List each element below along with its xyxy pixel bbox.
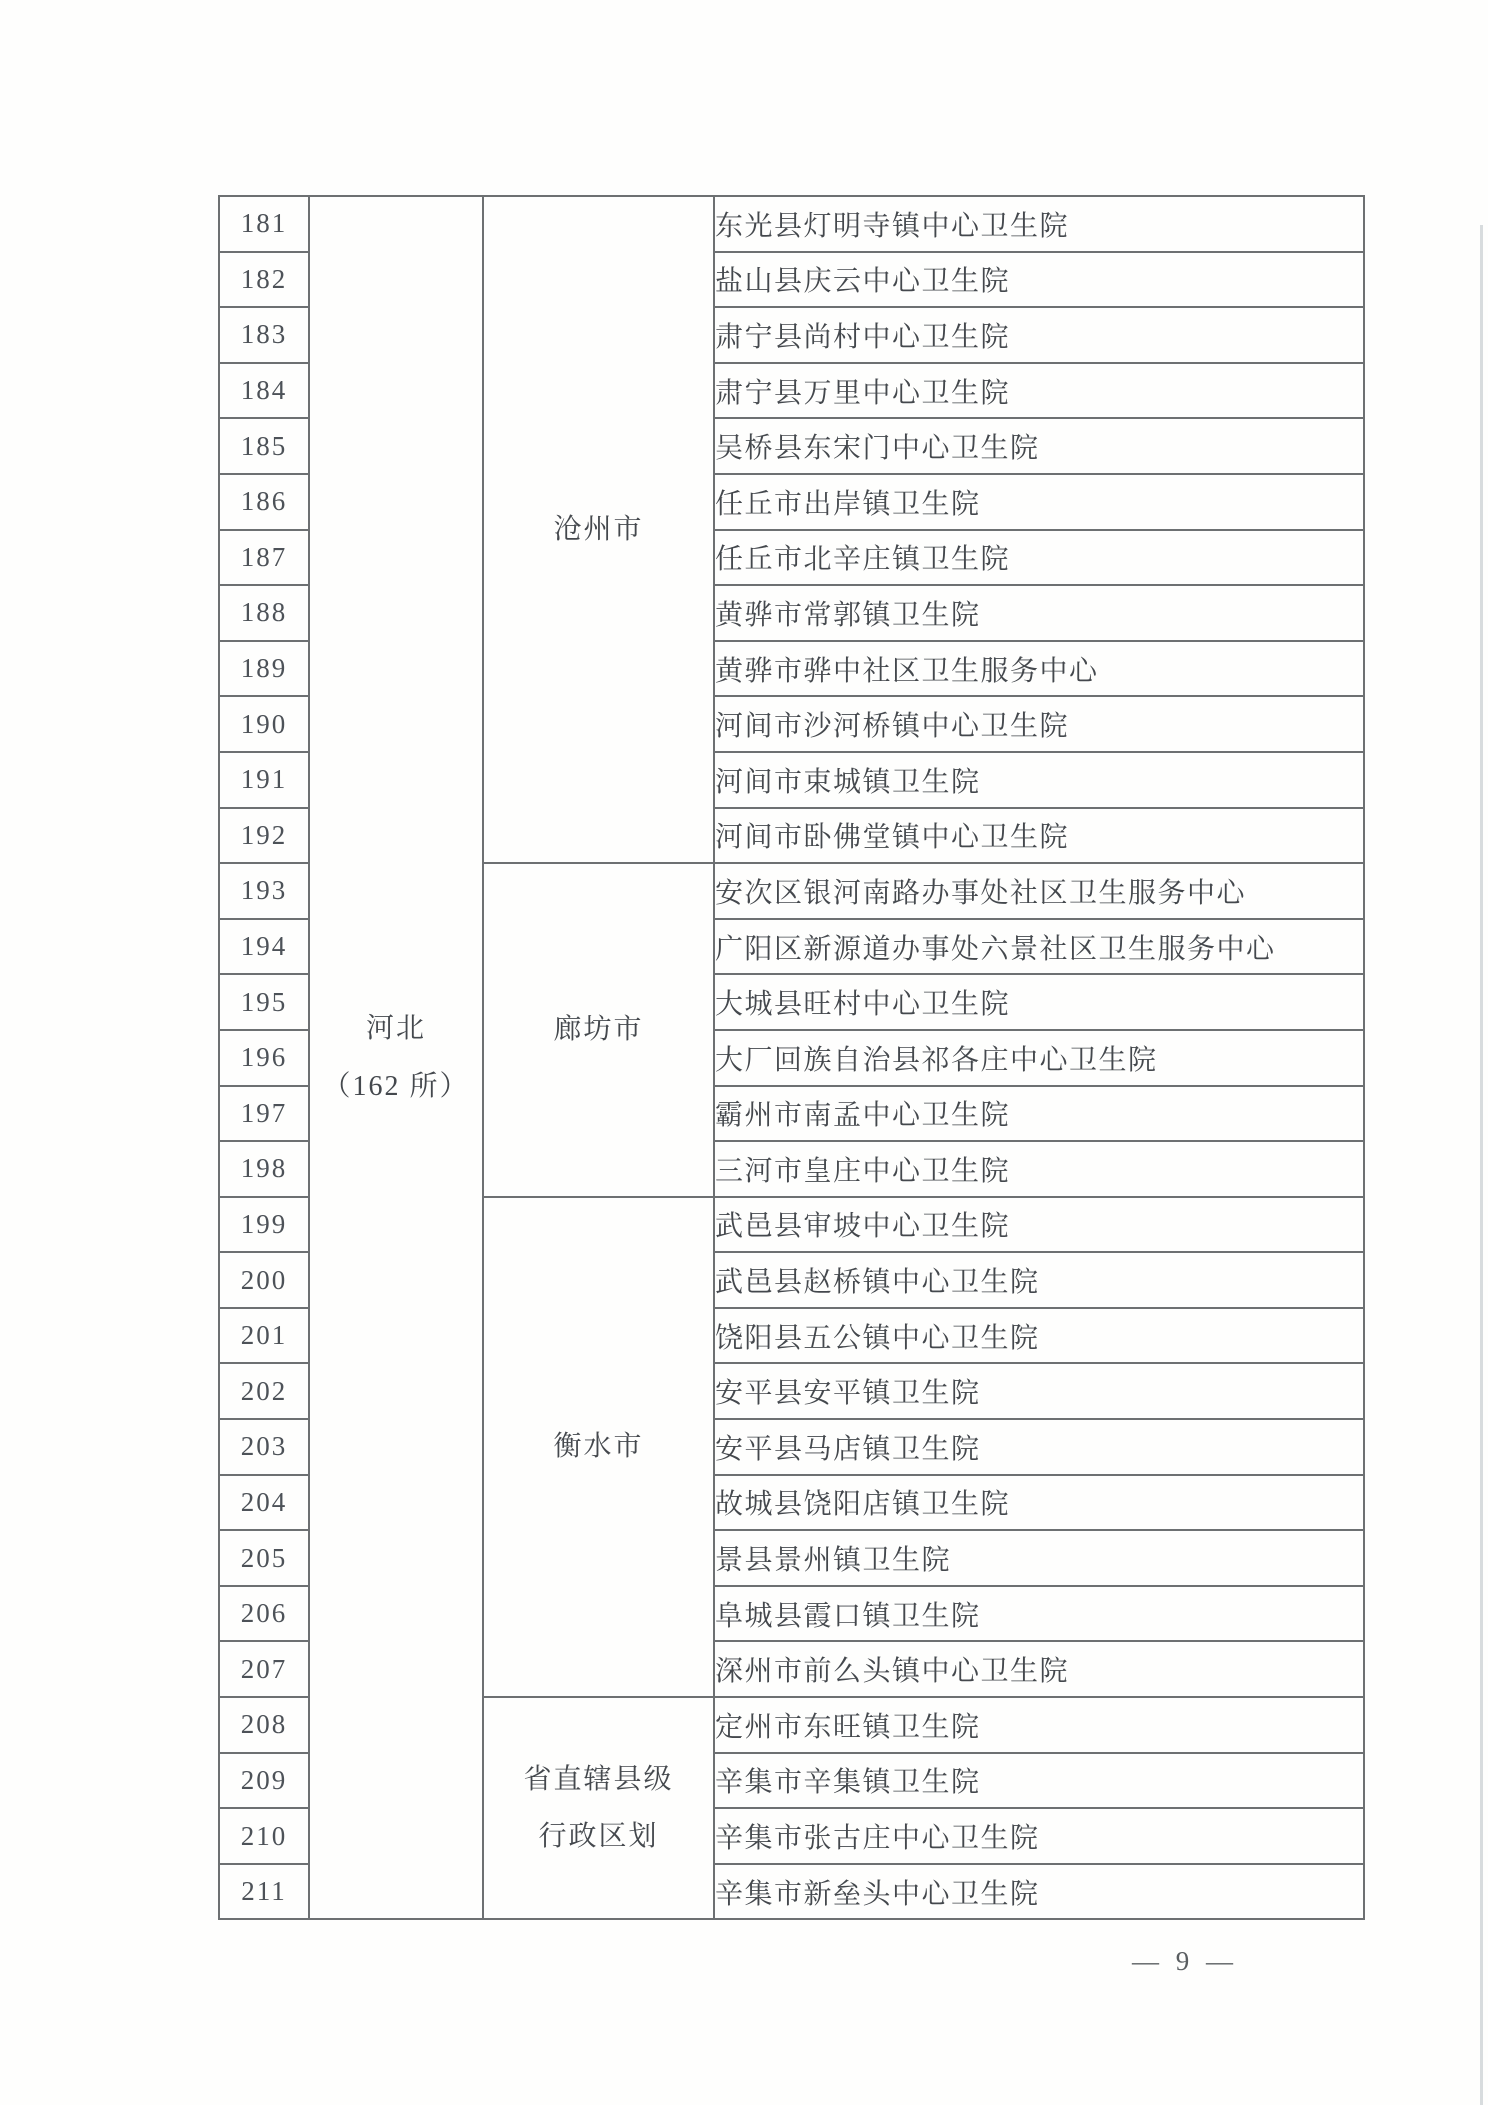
city-name-line: 衡水市: [553, 1431, 644, 1463]
row-number-cell: 200: [219, 1252, 309, 1308]
city-name-line: 沧州市: [553, 513, 644, 545]
row-number-cell: 192: [219, 808, 309, 864]
row-number-cell: 211: [219, 1864, 309, 1920]
institution-name-cell: 景县景州镇卫生院: [714, 1530, 1364, 1586]
city-name-line: 廊坊市: [553, 1014, 644, 1046]
institution-name-cell: 故城县饶阳店镇卫生院: [714, 1475, 1364, 1531]
row-number-cell: 206: [219, 1586, 309, 1642]
institution-name-cell: 深州市前么头镇中心卫生院: [714, 1641, 1364, 1697]
row-number-cell: 201: [219, 1308, 309, 1364]
row-number-cell: 182: [219, 252, 309, 308]
table-body: [219, 196, 1364, 1919]
institution-name-cell: 河间市束城镇卫生院: [714, 752, 1364, 808]
row-number-cell: 190: [219, 696, 309, 752]
institution-name-cell: 肃宁县尚村中心卫生院: [714, 307, 1364, 363]
institution-name-cell: 黄骅市常郭镇卫生院: [714, 585, 1364, 641]
row-number-cell: 208: [219, 1697, 309, 1753]
row-number-cell: 204: [219, 1475, 309, 1531]
institution-name-cell: 安次区银河南路办事处社区卫生服务中心: [714, 863, 1364, 919]
city-cell: [483, 1697, 714, 1919]
row-number-cell: 198: [219, 1141, 309, 1197]
page-number: — 9 —: [1132, 1946, 1238, 1976]
institution-name-cell: 任丘市出岸镇卫生院: [714, 474, 1364, 530]
row-number-cell: 184: [219, 363, 309, 419]
institution-name-cell: 河间市沙河桥镇中心卫生院: [714, 696, 1364, 752]
health-centers-table: [218, 195, 1365, 1920]
city-cell: [483, 1197, 714, 1697]
scan-page-edge-artifact: [1480, 225, 1483, 2105]
institution-name-cell: 吴桥县东宋门中心卫生院: [714, 418, 1364, 474]
institution-name-cell: 阜城县霞口镇卫生院: [714, 1586, 1364, 1642]
city-name-line: 省直辖县级: [523, 1763, 674, 1795]
row-number-cell: 202: [219, 1363, 309, 1419]
row-number-cell: 187: [219, 530, 309, 586]
institution-name-cell: 大城县旺村中心卫生院: [714, 974, 1364, 1030]
row-number-cell: 203: [219, 1419, 309, 1475]
institution-name-cell: 黄骅市骅中社区卫生服务中心: [714, 641, 1364, 697]
institution-name-cell: 任丘市北辛庄镇卫生院: [714, 530, 1364, 586]
row-number-cell: 207: [219, 1641, 309, 1697]
row-number-cell: 186: [219, 474, 309, 530]
institution-name-cell: 东光县灯明寺镇中心卫生院: [714, 196, 1364, 252]
table-row: [219, 196, 1364, 252]
institution-name-cell: 安平县安平镇卫生院: [714, 1363, 1364, 1419]
province-count: （162 所）: [322, 1070, 470, 1102]
row-number-cell: 205: [219, 1530, 309, 1586]
row-number-cell: 183: [219, 307, 309, 363]
institution-name-cell: 武邑县赵桥镇中心卫生院: [714, 1252, 1364, 1308]
row-number-cell: 194: [219, 919, 309, 975]
row-number-cell: 196: [219, 1030, 309, 1086]
institution-name-cell: 霸州市南孟中心卫生院: [714, 1086, 1364, 1142]
row-number-cell: 210: [219, 1808, 309, 1864]
institution-name-cell: 肃宁县万里中心卫生院: [714, 363, 1364, 419]
institution-name-cell: 辛集市辛集镇卫生院: [714, 1753, 1364, 1809]
institution-name-cell: 安平县马店镇卫生院: [714, 1419, 1364, 1475]
row-number-cell: 189: [219, 641, 309, 697]
institution-name-cell: 定州市东旺镇卫生院: [714, 1697, 1364, 1753]
province-name: 河北: [365, 1013, 426, 1045]
institution-name-cell: 大厂回族自治县祁各庄中心卫生院: [714, 1030, 1364, 1086]
row-number-cell: 193: [219, 863, 309, 919]
institution-name-cell: 辛集市张古庄中心卫生院: [714, 1808, 1364, 1864]
row-number-cell: 199: [219, 1197, 309, 1253]
institution-name-cell: 河间市卧佛堂镇中心卫生院: [714, 808, 1364, 864]
row-number-cell: 185: [219, 418, 309, 474]
institution-name-cell: 广阳区新源道办事处六景社区卫生服务中心: [714, 919, 1364, 975]
institution-name-cell: 饶阳县五公镇中心卫生院: [714, 1308, 1364, 1364]
institution-name-cell: 三河市皇庄中心卫生院: [714, 1141, 1364, 1197]
city-cell: [483, 196, 714, 863]
city-name-line: 行政区划: [538, 1821, 659, 1853]
row-number-cell: 197: [219, 1086, 309, 1142]
row-number-cell: 195: [219, 974, 309, 1030]
row-number-cell: 191: [219, 752, 309, 808]
row-number-cell: 188: [219, 585, 309, 641]
institution-name-cell: 盐山县庆云中心卫生院: [714, 252, 1364, 308]
institution-name-cell: 武邑县审坡中心卫生院: [714, 1197, 1364, 1253]
institution-name-cell: 辛集市新垒头中心卫生院: [714, 1864, 1364, 1920]
city-cell: [483, 863, 714, 1197]
province-cell: [309, 196, 483, 1919]
row-number-cell: 181: [219, 196, 309, 252]
row-number-cell: 209: [219, 1753, 309, 1809]
